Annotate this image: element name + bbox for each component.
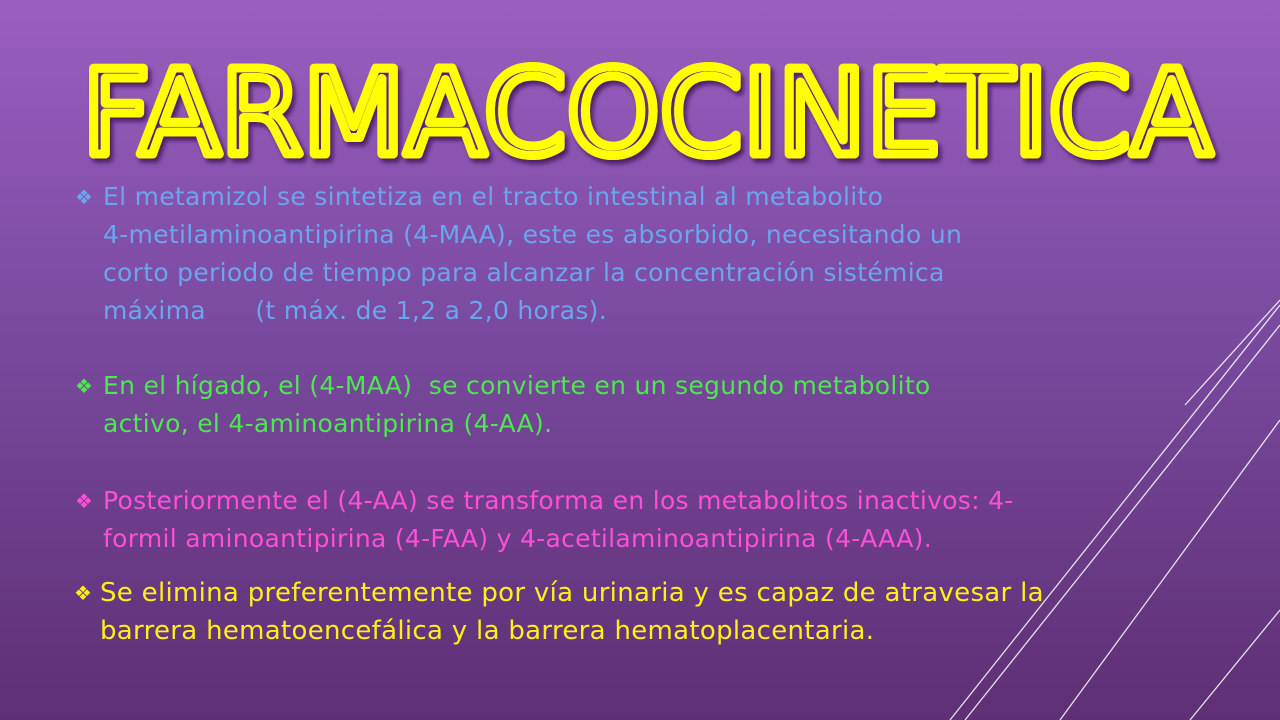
bullet-elimination [74,574,1210,650]
bullet-line: Posteriormente el (4-AA) se transforma en los metabolitos inactivos: 4- [103,486,1014,515]
bullet-metamizol-synthesis [75,178,1193,330]
bullet-line: El metamizol se sintetiza en el tracto intestinal al metabolito [103,182,884,211]
diamond-bullet-icon: ❖ [74,581,93,605]
bullet-liver-conversion [75,367,1193,443]
title-graphic [72,36,1222,176]
deco-line [1185,300,1280,405]
bullet-line: activo, el 4-aminoantipirina (4-AA). [103,409,553,438]
bullet-line: máxima (t máx. de 1,2 a 2,0 horas). [103,296,607,325]
bullet-line: 4-metilaminoantipirina (4-MAA), este es absorbido, necesitando un [103,220,963,249]
title-text: FARMACOCINETICA [82,44,1213,176]
diamond-bullet-icon: ❖ [75,374,94,398]
bullet-line: formil aminoantipirina (4-FAA) y 4-acetilaminoantipirina (4-AAA). [103,524,932,553]
bullet-line: corto periodo de tiempo para alcanzar la concentración sistémica [103,258,945,287]
slide-title [72,36,1222,176]
bullet-line: barrera hematoencefálica y la barrera hematoplacentaria. [100,616,875,646]
bullet-line: Se elimina preferentemente por vía urinaria y es capaz de atravesar la [100,578,1044,608]
deco-line [1060,420,1280,720]
bullet-inactive-metabolites [75,482,1203,558]
diamond-bullet-icon: ❖ [75,185,94,209]
diamond-bullet-icon: ❖ [75,489,94,513]
bullet-line: En el hígado, el (4-MAA) se convierte en un segundo metabolito [103,371,931,400]
